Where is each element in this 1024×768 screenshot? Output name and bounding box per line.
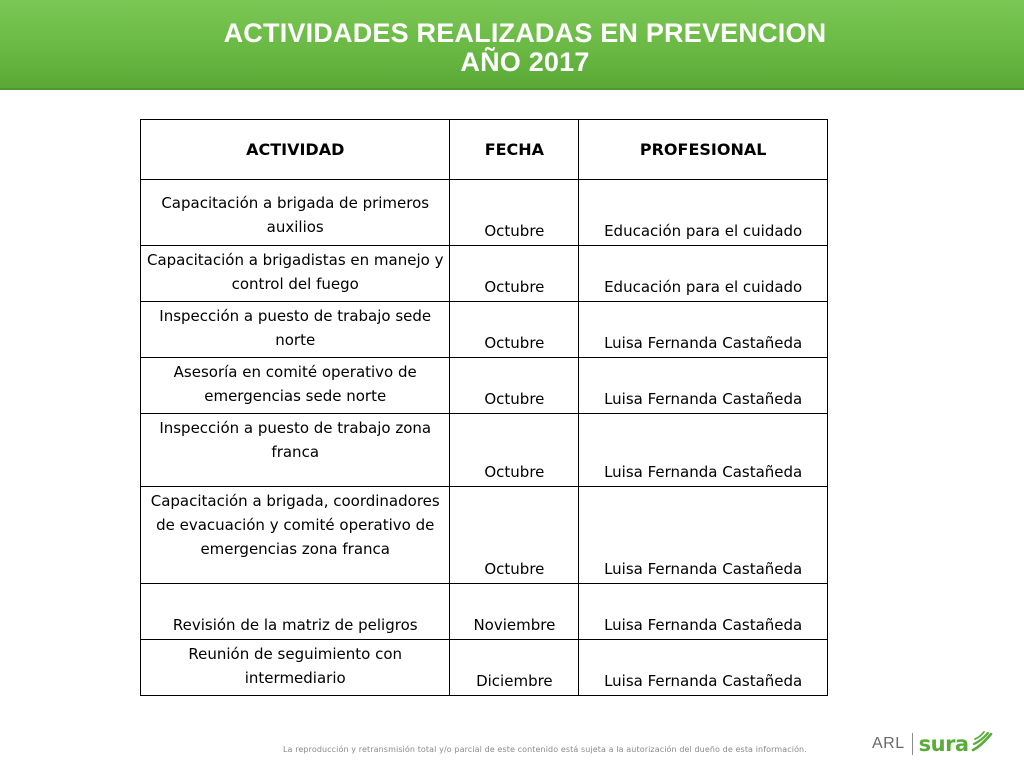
date-cell: Octubre (450, 246, 579, 302)
table-row (141, 180, 828, 246)
activity-cell: Capacitación a brigada, coordinadores de evacuación y comité operativo de emergencias zona franca (141, 487, 450, 584)
date-cell: Octubre (450, 414, 579, 487)
page-title (0, 19, 1024, 77)
title-banner (0, 0, 1024, 90)
date-cell: Diciembre (450, 640, 579, 696)
table-header-row (141, 120, 828, 180)
table-row (141, 358, 828, 414)
date-cell: Octubre (450, 180, 579, 246)
copyright-notice: La reproducción y retransmisión total y/o parcial de este contenido está sujeta a la autorización del dueño de esta información. (283, 745, 807, 754)
date-cell: Noviembre (450, 584, 579, 640)
column-header-fecha: FECHA (450, 120, 579, 180)
logo-divider (912, 733, 913, 755)
table-row (141, 246, 828, 302)
professional-cell: Luisa Fernanda Castañeda (579, 414, 828, 487)
professional-cell: Luisa Fernanda Castañeda (579, 302, 828, 358)
logo-brand-text: sura (918, 732, 969, 756)
activity-cell: Revisión de la matriz de peligros (141, 584, 450, 640)
sura-wing-icon (971, 730, 993, 754)
professional-cell: Educación para el cuidado (579, 246, 828, 302)
logo-arl-text: ARL (872, 735, 905, 752)
activity-cell: Inspección a puesto de trabajo sede norte (141, 302, 450, 358)
date-cell: Octubre (450, 358, 579, 414)
professional-cell: Educación para el cuidado (579, 180, 828, 246)
table-row (141, 640, 828, 696)
table-row (141, 584, 828, 640)
activities-table (140, 119, 828, 696)
title-line-1: ACTIVIDADES REALIZADAS EN PREVENCION (223, 18, 827, 48)
table-row (141, 302, 828, 358)
professional-cell: Luisa Fernanda Castañeda (579, 487, 828, 584)
professional-cell: Luisa Fernanda Castañeda (579, 584, 828, 640)
activity-cell: Capacitación a brigada de primeros auxilios (141, 180, 450, 246)
professional-cell: Luisa Fernanda Castañeda (579, 358, 828, 414)
professional-cell: Luisa Fernanda Castañeda (579, 640, 828, 696)
activity-cell: Reunión de seguimiento con intermediario (141, 640, 450, 696)
column-header-actividad: ACTIVIDAD (141, 120, 450, 180)
date-cell: Octubre (450, 302, 579, 358)
title-line-2: AÑO 2017 (460, 47, 590, 77)
activity-cell: Asesoría en comité operativo de emergencias sede norte (141, 358, 450, 414)
activity-cell: Inspección a puesto de trabajo zona franca (141, 414, 450, 487)
table-row (141, 487, 828, 584)
arl-sura-logo (872, 728, 993, 760)
date-cell: Octubre (450, 487, 579, 584)
table-row (141, 414, 828, 487)
column-header-profesional: PROFESIONAL (579, 120, 828, 180)
activity-cell: Capacitación a brigadistas en manejo y control del fuego (141, 246, 450, 302)
